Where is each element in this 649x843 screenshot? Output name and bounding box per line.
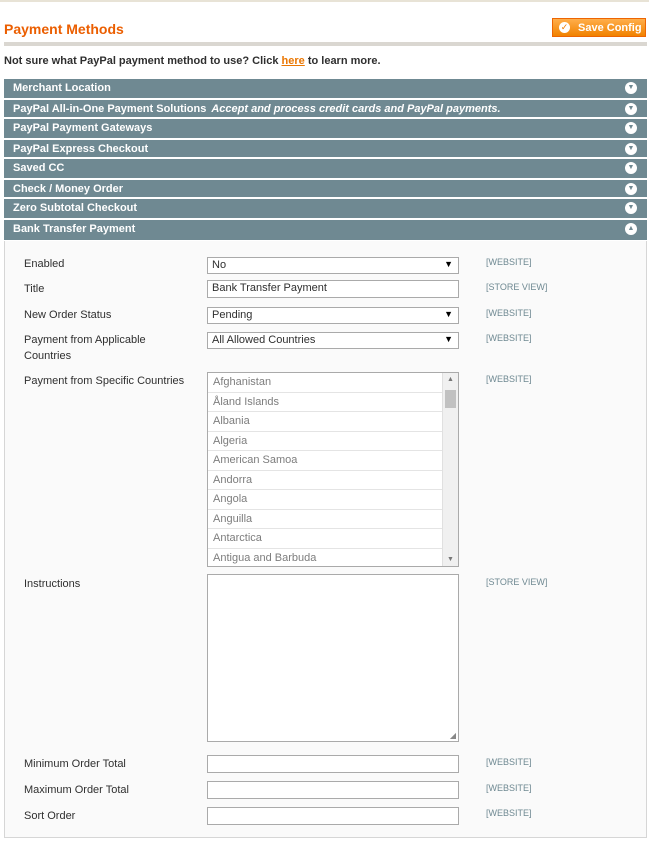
- dropdown-arrow-icon: ▼: [444, 309, 453, 319]
- scope-label: [WEBSITE]: [486, 808, 532, 818]
- specific-countries-multiselect[interactable]: [207, 372, 459, 567]
- arrow-up-circle-icon: ▲: [625, 223, 637, 235]
- list-item[interactable]: Anguilla: [208, 510, 442, 530]
- section-zero-subtotal[interactable]: [4, 198, 647, 219]
- section-label: Merchant Location: [13, 82, 111, 94]
- list-item[interactable]: Andorra: [208, 471, 442, 491]
- applicable-value: All Allowed Countries: [212, 334, 316, 346]
- list-item[interactable]: Afghanistan: [208, 373, 442, 393]
- scope-label: [STORE VIEW]: [486, 577, 548, 587]
- arrow-down-circle-icon: ▼: [625, 122, 637, 134]
- applicable-countries-select[interactable]: [207, 332, 459, 349]
- bank-transfer-panel: [4, 241, 647, 838]
- section-label: Check / Money Order: [13, 183, 124, 195]
- title-value: Bank Transfer Payment: [212, 282, 327, 294]
- scope-label: [WEBSITE]: [486, 783, 532, 793]
- enabled-value: No: [212, 259, 227, 271]
- applicable-label-line1: Payment from Applicable: [24, 334, 146, 346]
- min-order-total-label: Minimum Order Total: [24, 758, 126, 770]
- section-merchant-location[interactable]: [4, 78, 647, 99]
- section-bank-transfer[interactable]: [4, 219, 647, 241]
- enabled-label: Enabled: [24, 258, 65, 270]
- max-order-total-input[interactable]: [207, 781, 459, 799]
- save-config-button[interactable]: [552, 18, 646, 37]
- notice-prefix: Not sure what PayPal payment method to use? Click: [4, 55, 279, 67]
- section-list: [4, 78, 647, 241]
- list-item[interactable]: Antigua and Barbuda: [208, 549, 442, 568]
- sort-order-input[interactable]: [207, 807, 459, 825]
- arrow-down-circle-icon: ▼: [625, 103, 637, 115]
- scrollbar-thumb[interactable]: [445, 390, 456, 408]
- enabled-select[interactable]: [207, 257, 459, 274]
- specific-countries-label: Payment from Specific Countries: [24, 375, 185, 387]
- instructions-label: Instructions: [24, 578, 81, 590]
- arrow-down-circle-icon: ▼: [625, 143, 637, 155]
- list-item[interactable]: American Samoa: [208, 451, 442, 471]
- scope-label: [WEBSITE]: [486, 333, 532, 343]
- applicable-countries-label: [24, 332, 146, 364]
- section-saved-cc[interactable]: [4, 158, 647, 179]
- order-status-select[interactable]: [207, 307, 459, 324]
- section-paypal-gateways[interactable]: [4, 118, 647, 139]
- scope-label: [STORE VIEW]: [486, 282, 548, 292]
- title-divider: [4, 42, 647, 46]
- section-sublabel: Accept and process credit cards and PayPal payments.: [211, 103, 501, 115]
- order-status-value: Pending: [212, 309, 253, 321]
- section-label: PayPal Payment Gateways: [13, 122, 153, 134]
- paypal-notice: [4, 55, 381, 67]
- resize-grip-icon[interactable]: ◢: [449, 731, 456, 740]
- arrow-down-circle-icon: ▼: [625, 82, 637, 94]
- dropdown-arrow-icon: ▼: [444, 259, 453, 269]
- scroll-down-icon[interactable]: ▼: [447, 556, 454, 563]
- list-item[interactable]: Antarctica: [208, 529, 442, 549]
- section-label: Saved CC: [13, 162, 65, 174]
- scope-label: [WEBSITE]: [486, 308, 532, 318]
- list-item[interactable]: Albania: [208, 412, 442, 432]
- dropdown-arrow-icon: ▼: [444, 334, 453, 344]
- notice-suffix: to learn more.: [307, 55, 381, 67]
- scrollbar[interactable]: [442, 373, 458, 566]
- arrow-down-circle-icon: ▼: [625, 202, 637, 214]
- scope-label: [WEBSITE]: [486, 757, 532, 767]
- check-circle-icon: ✓: [560, 22, 569, 32]
- section-label: PayPal Express Checkout: [13, 143, 149, 155]
- scope-label: [WEBSITE]: [486, 374, 532, 384]
- page-title: Payment Methods: [4, 21, 124, 37]
- instructions-textarea[interactable]: [207, 574, 459, 742]
- section-label: Zero Subtotal Checkout: [13, 202, 138, 214]
- list-item[interactable]: Åland Islands: [208, 393, 442, 413]
- list-item[interactable]: Angola: [208, 490, 442, 510]
- max-order-total-label: Maximum Order Total: [24, 784, 129, 796]
- section-label: PayPal All-in-One Payment Solutions: [13, 103, 207, 115]
- arrow-down-circle-icon: ▼: [625, 162, 637, 174]
- scope-label: [WEBSITE]: [486, 257, 532, 267]
- applicable-label-line2: Countries: [24, 350, 72, 362]
- section-label: Bank Transfer Payment: [13, 223, 136, 235]
- title-input[interactable]: [207, 280, 459, 298]
- save-config-label: Save Config: [578, 21, 642, 34]
- section-paypal-express[interactable]: [4, 139, 647, 158]
- min-order-total-input[interactable]: [207, 755, 459, 773]
- scroll-up-icon[interactable]: ▲: [447, 376, 454, 383]
- title-label: Title: [24, 283, 45, 295]
- sort-order-label: Sort Order: [24, 810, 76, 822]
- section-check-money-order[interactable]: [4, 179, 647, 198]
- learn-more-link[interactable]: here: [281, 55, 305, 67]
- order-status-label: New Order Status: [24, 309, 112, 321]
- section-paypal-all-in-one[interactable]: [4, 99, 647, 118]
- top-divider: [0, 0, 649, 2]
- list-item[interactable]: Algeria: [208, 432, 442, 452]
- arrow-down-circle-icon: ▼: [625, 183, 637, 195]
